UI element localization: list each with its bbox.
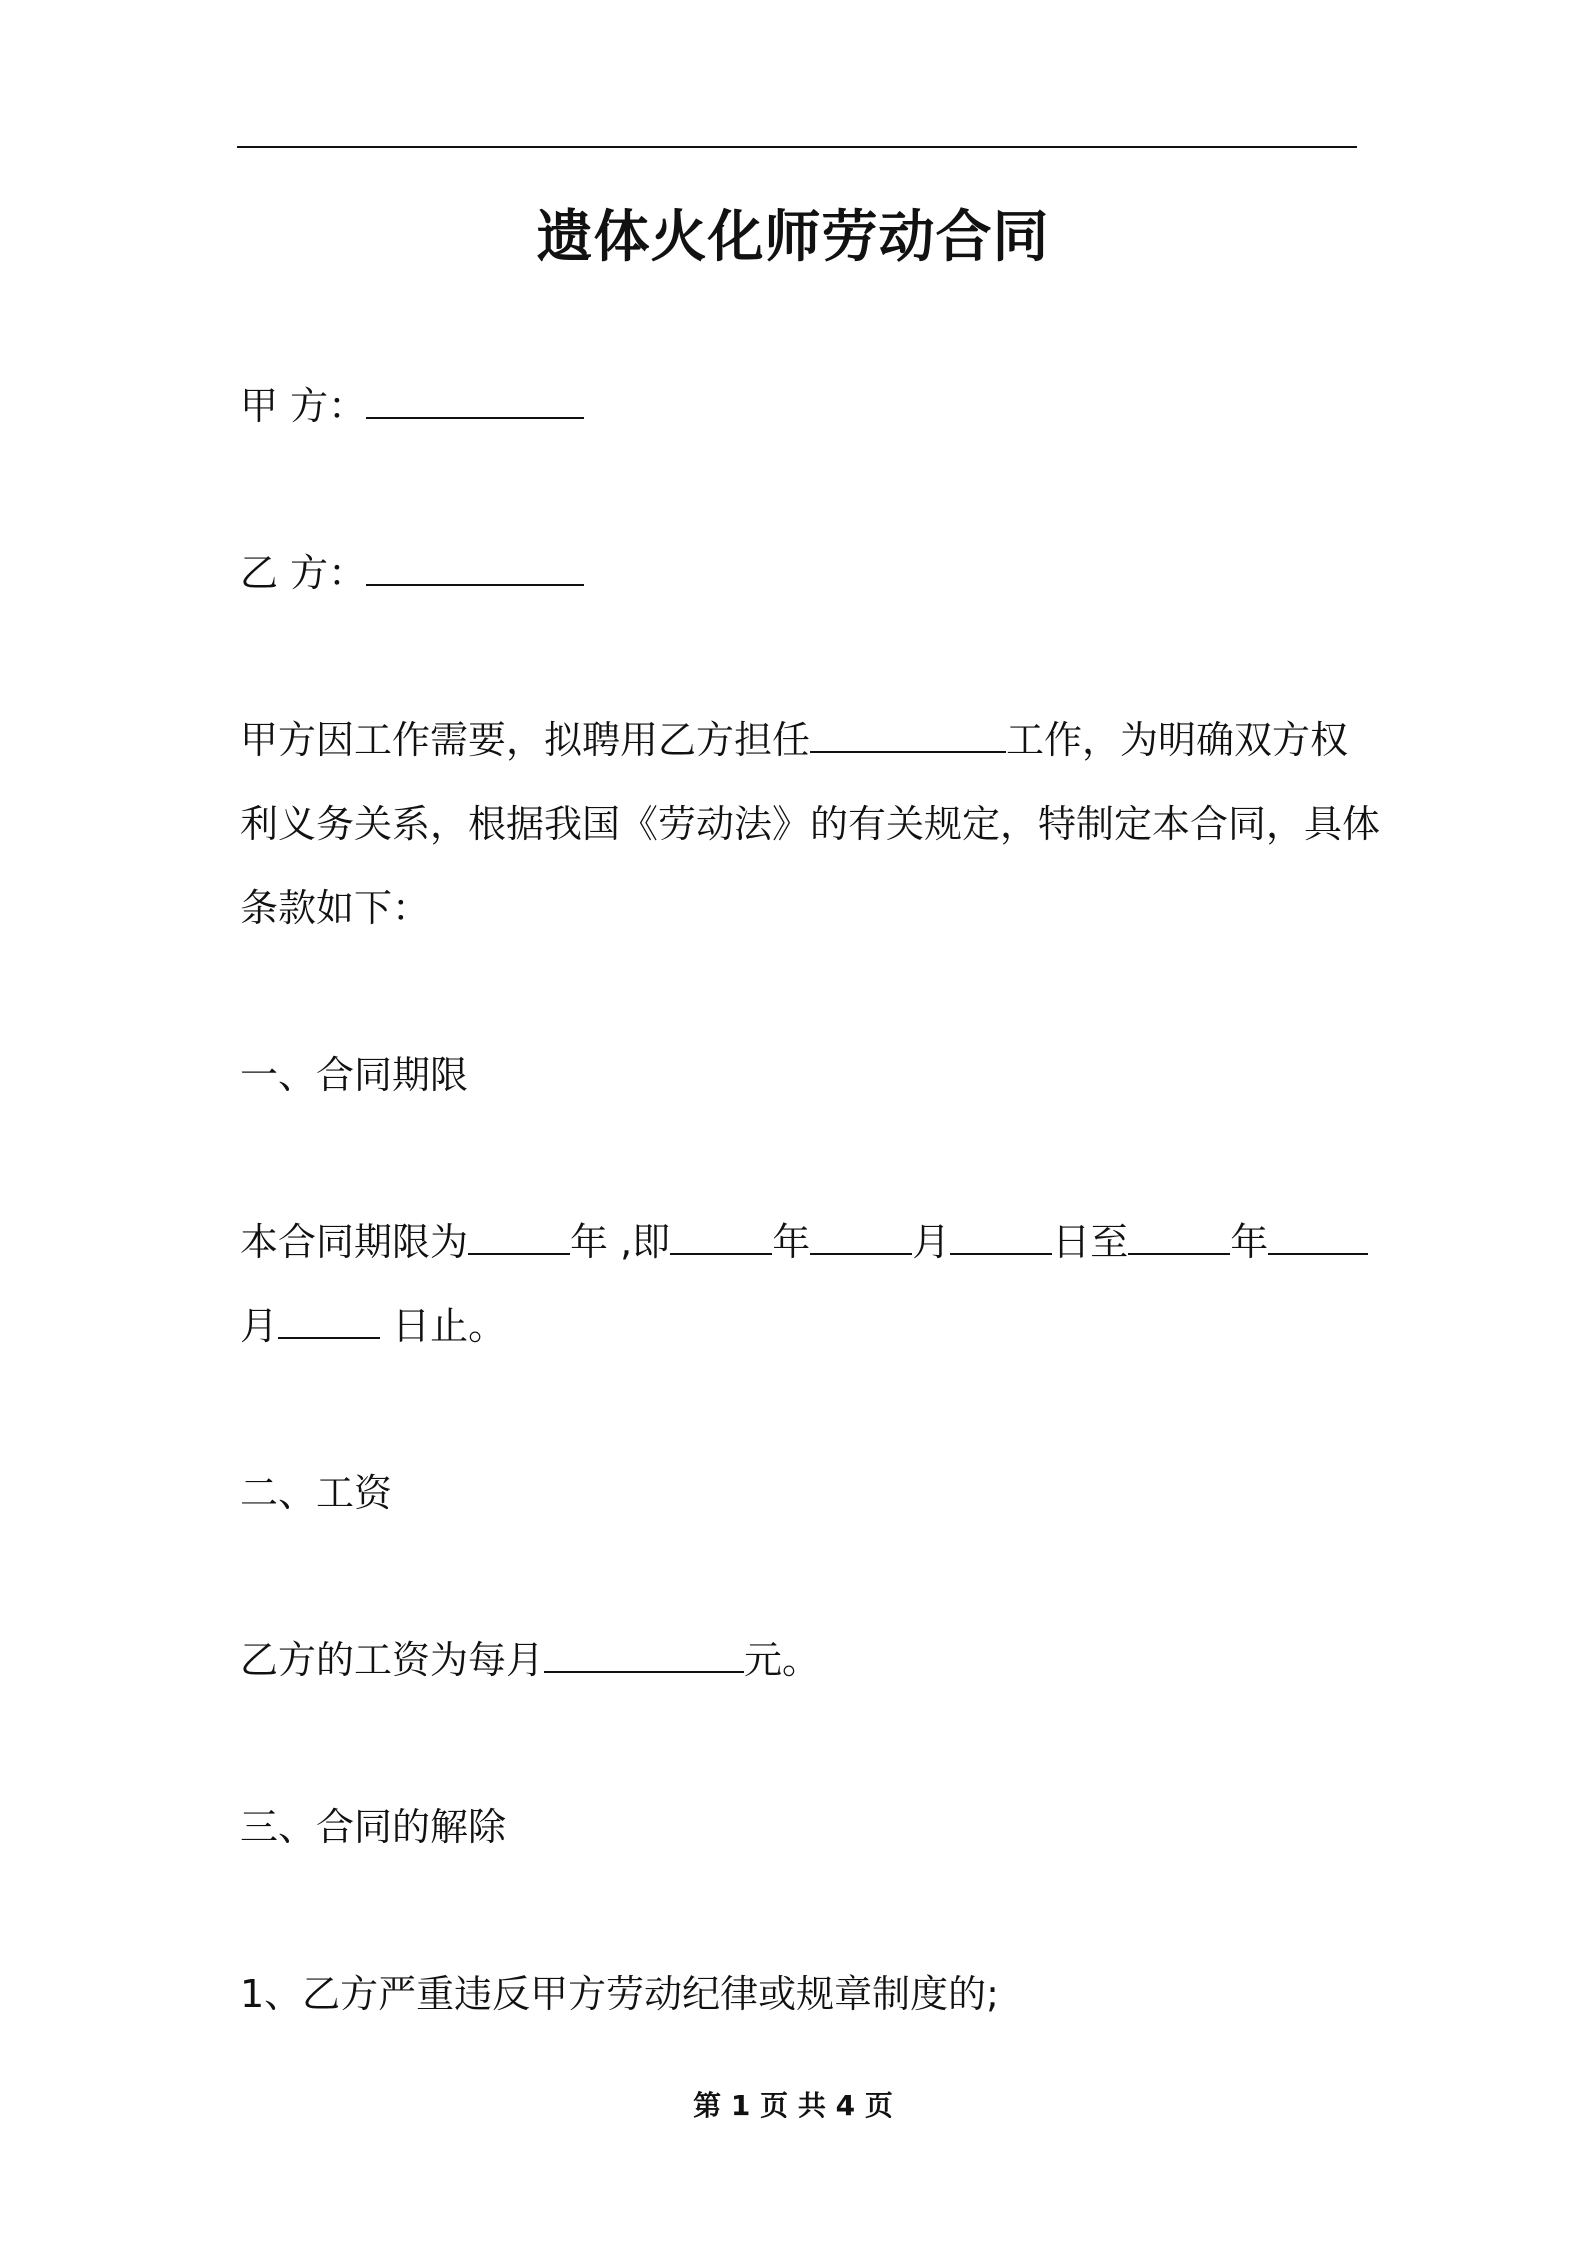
header-rule [237, 146, 1357, 148]
intro-line-2 [240, 782, 1380, 866]
end-month-blank[interactable] [1268, 1223, 1368, 1255]
party-a-blank[interactable] [366, 387, 584, 419]
term-text-3: 年 [772, 1220, 811, 1264]
term-text-7: 月 [240, 1304, 279, 1348]
salary-text-1: 乙方的工资为每月 [240, 1638, 545, 1682]
document-title: 遗体火化师劳动合同 [536, 205, 1050, 270]
salary-line [240, 1618, 820, 1702]
intro-text-1a: 甲方因工作需要，拟聘用乙方担任 [240, 718, 811, 762]
term-text-5: 日至 [1052, 1220, 1129, 1264]
intro-text-1b: 工作，为明确双方权 [1006, 718, 1349, 762]
term-line-2 [240, 1284, 506, 1368]
term-text-6: 年 [1230, 1220, 1269, 1264]
party-b-line [240, 531, 584, 615]
position-blank[interactable] [810, 721, 1006, 753]
end-year-blank[interactable] [1128, 1223, 1230, 1255]
term-line-1 [240, 1200, 1368, 1284]
intro-line-3 [240, 866, 430, 950]
salary-blank[interactable] [544, 1641, 744, 1673]
party-a-label: 甲 方： [240, 384, 367, 428]
page-number: 第 1 页 共 4 页 [693, 2089, 893, 2122]
party-a-line [240, 364, 584, 448]
party-b-blank[interactable] [366, 554, 584, 586]
clause-1-line [240, 1952, 999, 2036]
section-3-heading: 三、合同的解除 [240, 1805, 507, 1849]
section-2-heading: 二、工资 [240, 1471, 393, 1515]
start-month-blank[interactable] [810, 1223, 912, 1255]
start-year-blank[interactable] [670, 1223, 772, 1255]
term-text-1: 本合同期限为 [240, 1220, 469, 1264]
section-heading-termination [240, 1785, 506, 1869]
intro-line-1 [240, 698, 1348, 782]
term-text-2: 年 ,即 [570, 1220, 671, 1264]
term-text-4: 月 [912, 1220, 951, 1264]
section-heading-term [240, 1033, 468, 1117]
party-b-label: 乙 方： [240, 551, 367, 595]
section-1-heading: 一、合同期限 [240, 1053, 469, 1097]
intro-text-2: 利义务关系，根据我国《劳动法》的有关规定，特制定本合同，具体 [240, 802, 1381, 846]
start-day-blank[interactable] [950, 1223, 1052, 1255]
salary-text-2: 元。 [744, 1638, 821, 1682]
term-text-8: 日止。 [380, 1304, 507, 1348]
end-day-blank[interactable] [278, 1307, 380, 1339]
clause-1-text: 1、乙方严重违反甲方劳动纪律或规章制度的; [240, 1972, 999, 2016]
section-heading-salary [240, 1451, 392, 1535]
intro-text-3: 条款如下： [240, 886, 431, 930]
term-years-blank[interactable] [468, 1223, 570, 1255]
